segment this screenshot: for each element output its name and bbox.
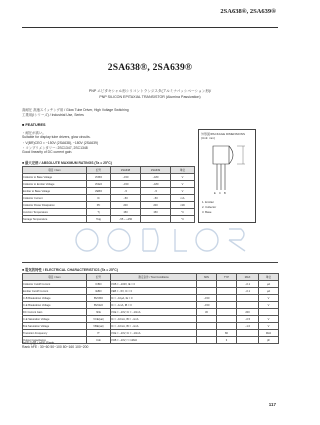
table-cell: 3 <box>217 337 237 344</box>
table-cell: IC = −10mA, IB = −1mA <box>111 316 197 323</box>
pin-label: B <box>224 192 226 195</box>
header-part-numbers: 2SA638®, 2SA639® <box>220 8 276 15</box>
table-cell <box>197 330 217 337</box>
table-cell: Collector Current <box>23 195 87 202</box>
table-cell: °C <box>171 209 195 216</box>
column-header: MAX <box>237 274 259 281</box>
pin-label: C <box>219 192 221 195</box>
grade-line: 工業用(Iシリーズ) / Industrial Use, Series <box>22 113 84 117</box>
table-cell: −150 <box>197 295 217 302</box>
column-header: 2SA639 <box>141 167 171 174</box>
column-header: 項目 / Item <box>23 167 87 174</box>
table-cell <box>197 288 217 295</box>
watermark-logo <box>57 220 262 260</box>
transistor-package-drawing <box>203 142 251 196</box>
table-cell: −150 <box>197 302 217 309</box>
table-cell: μA <box>259 281 279 288</box>
table-cell: Cob <box>87 337 111 344</box>
table-cell: V <box>171 188 195 195</box>
table-cell: VCE = −10V, IC = −10mA <box>111 330 197 337</box>
package-note: 3. Base <box>202 210 212 214</box>
table-cell <box>197 337 217 344</box>
table-cell: VCBO <box>87 174 111 181</box>
table-cell: IC = −10mA, IB = −1mA <box>111 323 197 330</box>
table-cell <box>237 295 259 302</box>
electrical-heading: ■ 電気的特性 / ELECTRICAL CHARACTERISTICS (Ta = 25°C) <box>22 268 118 272</box>
table-cell: −0.1 <box>237 281 259 288</box>
table-cell: mA <box>171 195 195 202</box>
table-cell: C-E Breakdown Voltage <box>23 302 87 309</box>
features-heading: ■ FEATURES <box>22 123 46 127</box>
table-cell <box>197 281 217 288</box>
table-cell: −55 ~ +150 <box>111 216 141 223</box>
table-cell: Junction Temperature <box>23 209 87 216</box>
package-diagram-box <box>198 129 256 223</box>
page-title: 2SA638®, 2SA639® <box>107 63 193 73</box>
table-row <box>23 337 279 344</box>
column-header: 単位 <box>171 167 195 174</box>
table-cell: VCE = −10V, IC = −10mA <box>111 309 197 316</box>
package-unit: (Unit: mm) <box>201 136 215 140</box>
column-header: 測定条件 / Test Conditions <box>111 274 197 281</box>
table-cell <box>197 323 217 330</box>
table-cell: −5 <box>141 188 171 195</box>
table-cell: −150 <box>111 181 141 188</box>
table-cell: VBE(sat) <box>87 323 111 330</box>
table-row <box>23 323 279 330</box>
table-cell: V <box>259 316 279 323</box>
column-header: 記号 <box>87 167 111 174</box>
table-cell: Tstg <box>87 216 111 223</box>
subtitle-japanese: PNP エピタキシャル形シリコントランジスタ(アルミナパッシベーション形)/ <box>88 89 212 93</box>
table-cell: −180 <box>141 181 171 188</box>
hfe-rank-title: *hFE分類 / hFE Rank <box>22 341 55 345</box>
table-cell: IC = −1mA, IB = 0 <box>111 302 197 309</box>
table-cell: Collector to Emitter Voltage <box>23 181 87 188</box>
table-cell: BVCBO <box>87 295 111 302</box>
table-cell: PC <box>87 202 111 209</box>
package-note: 1. Emitter <box>202 200 214 204</box>
feature-line: Suitable for display tube drivers, glow circuits. <box>22 135 91 139</box>
table-cell: VCB = −100V, IE = 0 <box>111 281 197 288</box>
column-header: TYP <box>217 274 237 281</box>
table-cell: 200 <box>111 202 141 209</box>
table-cell <box>237 337 259 344</box>
table-row <box>23 195 195 202</box>
table-cell <box>217 295 237 302</box>
table-cell <box>217 309 237 316</box>
table-cell: −50 <box>111 195 141 202</box>
table-cell: 200 <box>237 309 259 316</box>
table-row <box>23 316 279 323</box>
table-row <box>23 281 279 288</box>
table-row <box>23 330 279 337</box>
package-label: 外形図/PACKAGE DIMENSIONS <box>201 132 245 136</box>
electrical-characteristics-table <box>22 273 279 344</box>
hfe-rank-values: Rank hFE : 30~60 50~100 80~160 100~200 <box>22 345 89 349</box>
table-cell: −1.0 <box>237 323 259 330</box>
column-header: 単位 <box>259 274 279 281</box>
table-cell: MHz <box>259 330 279 337</box>
table-header-row <box>23 167 195 174</box>
table-cell <box>217 316 237 323</box>
column-header: 2SA638 <box>111 167 141 174</box>
table-cell: DC Current Gain <box>23 309 87 316</box>
table-cell: C-B Breakdown Voltage <box>23 295 87 302</box>
table-row <box>23 309 279 316</box>
table-cell: −50 <box>141 195 171 202</box>
table-cell: fT <box>87 330 111 337</box>
table-row <box>23 302 279 309</box>
table-row <box>23 288 279 295</box>
table-cell: C-E Saturation Voltage <box>23 316 87 323</box>
table-cell: mW <box>171 202 195 209</box>
table-cell: V <box>259 295 279 302</box>
table-cell: B-E Saturation Voltage <box>23 323 87 330</box>
column-header: MIN <box>197 274 217 281</box>
feature-line: ・耐圧が高い。 <box>22 131 46 135</box>
table-cell: −0.5 <box>237 316 259 323</box>
subtitle-english: PNP SILICON EPITAXIAL TRANSISTOR (Alumina Passivation) <box>99 95 201 99</box>
table-row <box>23 174 195 181</box>
table-cell: VCEO <box>87 181 111 188</box>
table-cell: −5 <box>111 188 141 195</box>
table-cell: ICBO <box>87 281 111 288</box>
table-cell: V <box>171 174 195 181</box>
table-cell: 30 <box>197 309 217 316</box>
column-header: 項目 / Item <box>23 274 87 281</box>
table-cell: V <box>259 302 279 309</box>
table-cell: BVCEO <box>87 302 111 309</box>
column-header: 記号 <box>87 274 111 281</box>
table-cell: Collector to Base Voltage <box>23 174 87 181</box>
table-cell: IC = −10μA, IE = 0 <box>111 295 197 302</box>
table-cell: Transition Frequency <box>23 330 87 337</box>
table-row <box>23 202 195 209</box>
table-header-row <box>23 274 279 281</box>
table-cell: −0.1 <box>237 288 259 295</box>
table-cell: VEB = −5V, IC = 0 <box>111 288 197 295</box>
table-cell: V <box>171 181 195 188</box>
table-cell: VCE(sat) <box>87 316 111 323</box>
table-cell: Collector Power Dissipation <box>23 202 87 209</box>
table-row <box>23 209 195 216</box>
table-row <box>23 295 279 302</box>
table-cell: Storage Temperature <box>23 216 87 223</box>
table-cell: °C <box>171 216 195 223</box>
table-cell <box>217 302 237 309</box>
package-note: 2. Collector <box>202 205 217 209</box>
max-ratings-table <box>22 166 195 223</box>
pin-label: E <box>214 192 216 195</box>
table-cell: Tj <box>87 209 111 216</box>
section-divider <box>22 262 278 263</box>
table-cell: 200 <box>141 202 171 209</box>
table-cell <box>217 281 237 288</box>
table-cell: −180 <box>141 174 171 181</box>
table-cell: IC <box>87 195 111 202</box>
feature-line: Good linearity of DC current gain. <box>22 150 73 154</box>
table-cell <box>197 316 217 323</box>
table-cell: IEBO <box>87 288 111 295</box>
table-cell <box>237 330 259 337</box>
table-cell: μA <box>259 288 279 295</box>
table-cell: Output Capacitance <box>23 337 87 344</box>
table-cell: hFE <box>87 309 111 316</box>
table-row <box>23 188 195 195</box>
table-cell <box>217 288 237 295</box>
table-cell <box>259 309 279 316</box>
table-cell: 150 <box>141 209 171 216</box>
table-cell: pF <box>259 337 279 344</box>
table-cell: Collector Cutoff Current <box>23 281 87 288</box>
feature-line: ・V(BR)CEO = −150V (2SA638), −180V (2SA639) <box>22 141 99 145</box>
header-rule <box>22 27 278 28</box>
table-cell: VEBO <box>87 188 111 195</box>
table-cell: 80 <box>217 330 237 337</box>
table-row <box>23 181 195 188</box>
table-cell: Emitter to Base Voltage <box>23 188 87 195</box>
max-ratings-heading: ■ 最大定格 / ABSOLUTE MAXIMUM RATINGS (Ta = 25°C) <box>22 161 112 165</box>
table-cell: −150 <box>111 174 141 181</box>
table-cell <box>237 302 259 309</box>
table-cell: 150 <box>111 209 141 216</box>
application-line: 高耐圧 高速スイッチング用 / Glow Tube Driver, High Voltage Switching <box>22 108 129 112</box>
table-cell: VCB = −10V, f = 1MHz <box>111 337 197 344</box>
table-cell: V <box>259 323 279 330</box>
table-cell: Emitter Cutoff Current <box>23 288 87 295</box>
feature-line: ・コンプリメンタリー: 2SC1347, 2SC1348 <box>22 146 88 150</box>
page-number: 117 <box>268 402 276 407</box>
table-cell <box>217 323 237 330</box>
